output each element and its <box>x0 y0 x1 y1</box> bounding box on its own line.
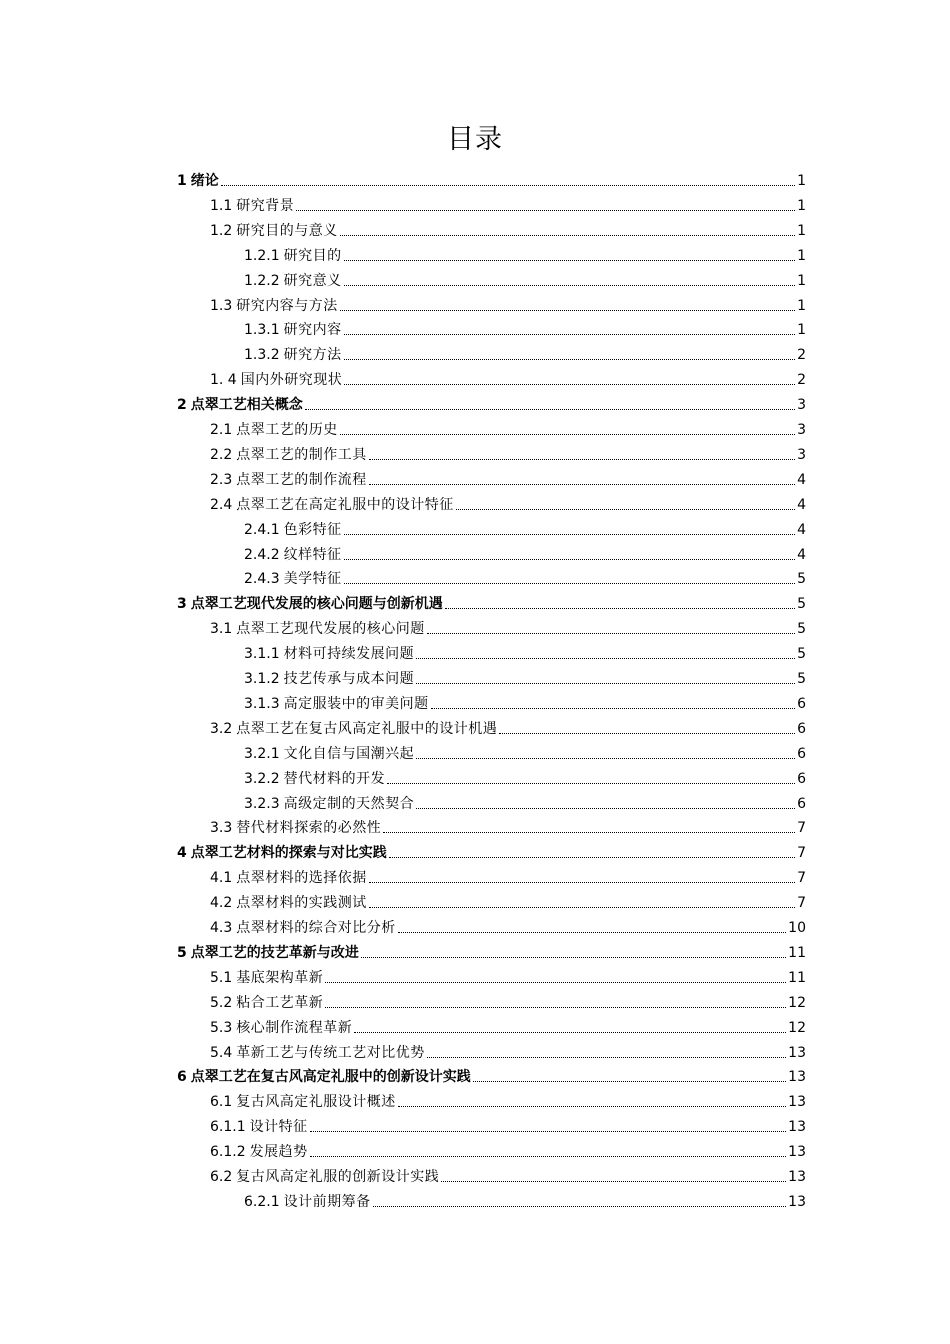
toc-entry-number: 3.2 <box>210 720 233 737</box>
toc-entry-page-number: 4 <box>797 546 806 563</box>
toc-entry[interactable] <box>210 1012 806 1037</box>
toc-entry[interactable] <box>177 588 806 613</box>
toc-entry-title: 点翠材料的实践测试 <box>236 895 367 912</box>
dot-leader <box>445 608 795 609</box>
toc-entry[interactable] <box>210 962 806 987</box>
dot-leader <box>340 310 795 311</box>
toc-entry-title: 革新工艺与传统工艺对比优势 <box>236 1044 425 1061</box>
toc-entry-title: 点翠材料的选择依据 <box>236 870 367 887</box>
toc-entry[interactable] <box>244 663 806 688</box>
toc-entry-page-number: 6 <box>797 795 806 812</box>
toc-entry-title: 替代材料的开发 <box>283 770 386 787</box>
toc-entry[interactable] <box>210 812 806 837</box>
toc-entry[interactable] <box>244 265 806 290</box>
dot-leader <box>398 932 786 933</box>
toc-entry-number: 4.3 <box>210 920 233 936</box>
toc-entry[interactable] <box>244 1186 806 1211</box>
dot-leader <box>354 1032 786 1033</box>
toc-entry-title: 设计前期筹备 <box>283 1193 371 1210</box>
toc-entry-page-number: 5 <box>797 596 806 613</box>
toc-entry-title: 点翠工艺相关概念 <box>190 397 303 414</box>
dot-leader <box>441 1181 786 1182</box>
toc-entry-number: 1.3 <box>210 297 233 314</box>
toc-entry-title: 研究内容与方法 <box>236 297 338 314</box>
toc-entry-page-number: 5 <box>797 571 806 588</box>
toc-entry-number: 2.4.3 <box>244 571 280 588</box>
dot-leader <box>369 459 795 460</box>
toc-entry-page-number: 1 <box>797 222 806 239</box>
toc-entry-page-number: 4 <box>797 496 806 513</box>
dot-leader <box>416 683 795 684</box>
dot-leader <box>456 509 795 510</box>
toc-entry-page-number: 7 <box>797 820 806 837</box>
toc-entry[interactable] <box>210 987 806 1012</box>
toc-entry-title: 点翠工艺在复古风高定礼服中的设计机遇 <box>236 720 498 737</box>
toc-entry-title: 点翠工艺的制作流程 <box>236 471 367 488</box>
toc-entry[interactable] <box>244 314 806 339</box>
toc-entry-number: 6 <box>177 1069 187 1086</box>
toc-entry-number: 4.1 <box>210 870 233 887</box>
toc-entry[interactable] <box>210 1086 806 1111</box>
dot-leader <box>431 708 795 709</box>
toc-entry-number: 4 <box>177 845 187 862</box>
toc-entry-title: 研究意义 <box>283 272 342 289</box>
toc-entry-title: 点翠工艺的制作工具 <box>236 446 367 463</box>
dot-leader <box>427 1057 786 1058</box>
toc-entry-page-number: 10 <box>788 920 806 936</box>
dot-leader <box>344 260 795 261</box>
toc-entry[interactable] <box>177 937 806 962</box>
toc-entry-number: 3.1 <box>210 621 233 638</box>
toc-entry-number: 2 <box>177 397 187 414</box>
dot-leader <box>373 1206 787 1207</box>
toc-entry-page-number: 13 <box>788 1144 806 1161</box>
toc-entry-page-number: 13 <box>788 1119 806 1136</box>
toc-entry[interactable] <box>210 364 806 389</box>
toc-entry-title: 点翠工艺现代发展的核心问题与创新机遇 <box>190 596 443 613</box>
toc-entry-page-number: 7 <box>797 895 806 912</box>
toc-entry-title: 点翠工艺的技艺革新与改进 <box>190 944 359 961</box>
dot-leader <box>296 210 795 211</box>
toc-entry[interactable] <box>244 638 806 663</box>
toc-entry-number: 2.3 <box>210 471 233 488</box>
toc-entry-number: 6.1.2 <box>210 1144 246 1161</box>
toc-entry-page-number: 1 <box>797 197 806 214</box>
toc-entry-page-number: 3 <box>797 446 806 463</box>
toc-entry-number: 1. 4 <box>210 372 237 389</box>
toc-entry[interactable] <box>210 190 806 215</box>
toc-entry[interactable] <box>177 1061 806 1086</box>
dot-leader <box>344 285 795 286</box>
toc-entry-number: 5.2 <box>210 994 233 1011</box>
toc-entry-page-number: 6 <box>797 720 806 737</box>
toc-entry[interactable] <box>210 1037 806 1062</box>
toc-entry-number: 3.3 <box>210 820 233 837</box>
toc-entry-title: 材料可持续发展问题 <box>283 646 415 663</box>
toc-entry-title: 点翠工艺材料的探索与对比实践 <box>190 845 387 862</box>
toc-entry-title: 粘合工艺革新 <box>236 994 324 1011</box>
toc-entry[interactable] <box>244 738 806 763</box>
toc-entry-page-number: 12 <box>788 994 806 1011</box>
toc-entry[interactable] <box>244 788 806 813</box>
toc-entry-number: 3.1.1 <box>244 646 280 663</box>
toc-entry-title: 研究背景 <box>236 197 295 214</box>
toc-entry-page-number: 1 <box>797 297 806 314</box>
toc-entry[interactable] <box>210 862 806 887</box>
dot-leader <box>344 384 795 385</box>
toc-entry-title: 研究方法 <box>283 347 342 364</box>
toc-entry-number: 4.2 <box>210 895 233 912</box>
toc-entry[interactable] <box>244 539 806 564</box>
toc-entry-number: 3.2.2 <box>244 770 280 787</box>
toc-entry-number: 5 <box>177 944 187 961</box>
toc-entry[interactable] <box>244 240 806 265</box>
toc-entry-title: 点翠工艺的历史 <box>236 422 338 438</box>
toc-entry-title: 替代材料探索的必然性 <box>236 820 382 837</box>
dot-leader <box>416 758 795 759</box>
toc-entry-number: 6.2 <box>210 1169 233 1185</box>
toc-entry-page-number: 12 <box>788 1019 806 1036</box>
toc-entry-number: 2.4.2 <box>244 546 280 563</box>
toc-entry-page-number: 5 <box>797 646 806 663</box>
toc-entry[interactable] <box>210 439 806 464</box>
toc-entry-title: 发展趋势 <box>249 1144 308 1161</box>
dot-leader <box>369 882 795 883</box>
toc-entry-number: 2.2 <box>210 446 233 463</box>
toc-entry-page-number: 2 <box>797 347 806 364</box>
toc-entry[interactable] <box>210 912 806 937</box>
dot-leader <box>398 1106 786 1107</box>
dot-leader <box>383 832 795 833</box>
dot-leader <box>427 633 795 634</box>
toc-entry-title: 研究目的 <box>283 247 342 264</box>
toc-entry-number: 1.2.1 <box>244 247 280 264</box>
toc-entry[interactable] <box>177 837 806 862</box>
toc-entry-number: 1.3.1 <box>244 322 280 339</box>
toc-entry-title: 研究内容 <box>283 322 342 339</box>
toc-entry-number: 1.2.2 <box>244 272 280 289</box>
dot-leader <box>344 534 795 535</box>
toc-entry-title: 点翠工艺现代发展的核心问题 <box>236 621 425 638</box>
dot-leader <box>344 359 795 360</box>
toc-entry-title: 技艺传承与成本问题 <box>283 671 415 687</box>
toc-entry[interactable] <box>244 514 806 539</box>
toc-entry[interactable] <box>244 688 806 713</box>
dot-leader <box>344 334 795 335</box>
toc-entry[interactable] <box>210 713 806 738</box>
toc-entry-page-number: 13 <box>788 1193 806 1210</box>
toc-entry-number: 5.4 <box>210 1044 233 1061</box>
toc-entry-number: 3.1.3 <box>244 695 280 712</box>
dot-leader <box>389 857 795 858</box>
toc-entry-number: 5.3 <box>210 1019 233 1036</box>
toc-entry[interactable] <box>177 165 806 190</box>
dot-leader <box>361 957 786 958</box>
toc-entry-title: 美学特征 <box>283 571 342 588</box>
toc-entry[interactable] <box>177 389 806 414</box>
dot-leader <box>340 235 795 236</box>
dot-leader <box>221 185 795 186</box>
dot-leader <box>325 1007 786 1008</box>
toc-entry-number: 3 <box>177 596 187 613</box>
toc-entry-page-number: 4 <box>797 471 806 488</box>
toc-entry-title: 点翠工艺在复古风高定礼服中的创新设计实践 <box>190 1069 471 1086</box>
toc-entry-number: 2.4 <box>210 496 233 513</box>
toc-entry-title: 国内外研究现状 <box>240 372 343 389</box>
toc-entry-page-number: 1 <box>797 173 806 189</box>
toc-entry[interactable] <box>210 1111 806 1136</box>
dot-leader <box>305 409 795 410</box>
dot-leader <box>416 658 795 659</box>
toc-entry-number: 2.4.1 <box>244 521 280 538</box>
dot-leader <box>369 907 795 908</box>
toc-entry-number: 3.2.3 <box>244 795 280 812</box>
page-title: 目录 <box>447 124 503 155</box>
toc-entry-number: 1.2 <box>210 222 233 239</box>
toc-entry-number: 6.2.1 <box>244 1193 280 1210</box>
toc-entry-number: 5.1 <box>210 969 233 986</box>
toc-entry[interactable] <box>210 215 806 240</box>
toc-entry[interactable] <box>210 1161 806 1186</box>
toc-entry-number: 2.1 <box>210 422 233 438</box>
dot-leader <box>310 1131 787 1132</box>
toc-entry-page-number: 4 <box>797 521 806 538</box>
toc-entry-page-number: 13 <box>788 1044 806 1061</box>
toc-entry[interactable] <box>210 1136 806 1161</box>
toc-entry-title: 复古风高定礼服的创新设计实践 <box>236 1169 440 1185</box>
toc-entry-title: 复古风高定礼服设计概述 <box>236 1094 396 1111</box>
toc-entry-page-number: 1 <box>797 272 806 289</box>
toc-entry-title: 研究目的与意义 <box>236 222 338 239</box>
toc-entry-title: 基底架构革新 <box>236 969 324 986</box>
toc-entry-page-number: 6 <box>797 745 806 762</box>
toc-entry-title: 高定服装中的审美问题 <box>283 695 429 712</box>
dot-leader <box>344 583 795 584</box>
dot-leader <box>310 1156 787 1157</box>
toc-entry-title: 点翠工艺在高定礼服中的设计特征 <box>236 496 454 513</box>
toc-entry-page-number: 6 <box>797 695 806 712</box>
toc-entry-number: 1.1 <box>210 197 233 214</box>
dot-leader <box>344 559 795 560</box>
toc-entry-page-number: 13 <box>788 1069 806 1086</box>
toc-entry-number: 3.1.2 <box>244 671 280 687</box>
toc-entry-page-number: 5 <box>797 621 806 638</box>
toc-entry-page-number: 3 <box>797 422 806 438</box>
toc-entry[interactable] <box>244 763 806 788</box>
dot-leader <box>387 783 795 784</box>
toc-entry-number: 6.1 <box>210 1094 233 1111</box>
toc-entry[interactable] <box>244 339 806 364</box>
toc-entry-page-number: 11 <box>788 944 806 961</box>
toc-entry-title: 点翠材料的综合对比分析 <box>236 920 396 936</box>
toc-entry-number: 3.2.1 <box>244 745 280 762</box>
toc-entry-page-number: 6 <box>797 770 806 787</box>
dot-leader <box>473 1081 786 1082</box>
toc-entry-title: 核心制作流程革新 <box>236 1019 353 1036</box>
toc-entry[interactable] <box>244 563 806 588</box>
toc-entry-page-number: 11 <box>788 969 806 986</box>
dot-leader <box>340 434 795 435</box>
dot-leader <box>369 484 795 485</box>
toc-entry-page-number: 2 <box>797 372 806 389</box>
toc-entry[interactable] <box>210 414 806 439</box>
toc-entry-number: 1.3.2 <box>244 347 280 364</box>
toc-entry[interactable] <box>210 887 806 912</box>
toc-entry-page-number: 1 <box>797 322 806 339</box>
toc-entry-page-number: 1 <box>797 247 806 264</box>
toc-entry[interactable] <box>210 613 806 638</box>
toc-entry-page-number: 13 <box>788 1169 806 1185</box>
toc-entry-page-number: 13 <box>788 1094 806 1111</box>
toc-entry-title: 高级定制的天然契合 <box>283 795 415 812</box>
toc-entry-page-number: 3 <box>797 397 806 414</box>
toc-entry[interactable] <box>210 290 806 315</box>
toc-entry-title: 设计特征 <box>249 1119 308 1136</box>
toc-entry-number: 6.1.1 <box>210 1119 246 1136</box>
dot-leader <box>416 808 795 809</box>
dot-leader <box>325 982 786 983</box>
toc-entry-title: 纹样特征 <box>283 546 342 563</box>
toc-entry-number: 1 <box>177 173 187 189</box>
toc-entry-page-number: 7 <box>797 845 806 862</box>
toc-entry-title: 绪论 <box>190 173 219 189</box>
dot-leader <box>499 733 795 734</box>
toc-entry-page-number: 7 <box>797 870 806 887</box>
toc-entry-title: 文化自信与国潮兴起 <box>283 745 415 762</box>
toc-entry-page-number: 5 <box>797 671 806 687</box>
toc-entry[interactable] <box>210 489 806 514</box>
toc-entry-title: 色彩特征 <box>283 521 342 538</box>
toc-entry[interactable] <box>210 464 806 489</box>
